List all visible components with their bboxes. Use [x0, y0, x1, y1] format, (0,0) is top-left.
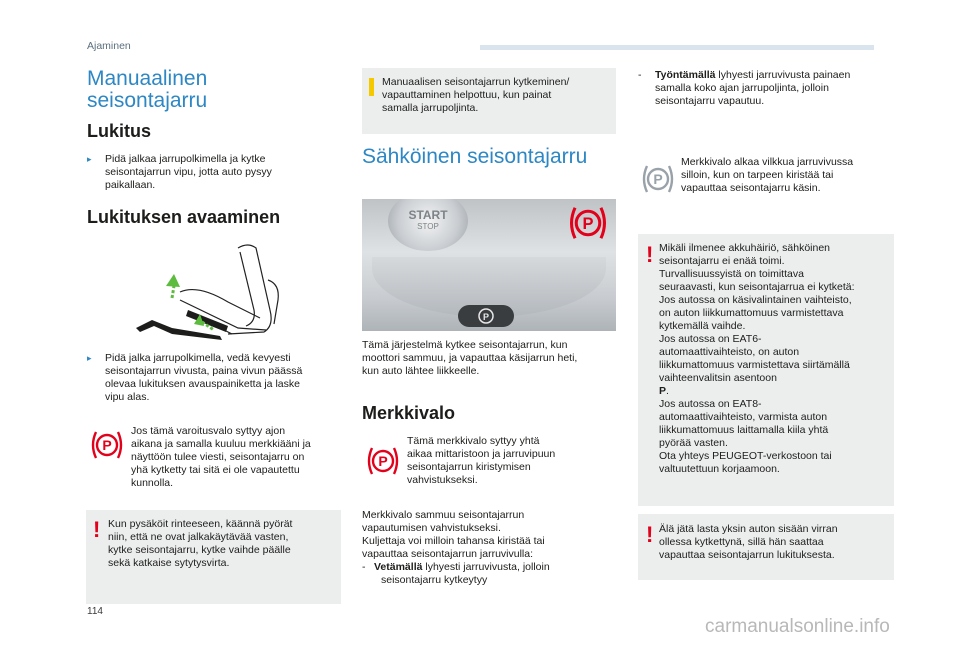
parking-brake-indicator-icon	[366, 444, 400, 478]
system-intro: Tämä järjestelmä kytkee seisontajarrun, kun moottori sammuu, ja vapauttaa käsijarrun heti, kun auto lähtee liikkeelle.	[362, 339, 578, 377]
bullet-icon: ▸	[87, 154, 92, 164]
bullet-icon: ▸	[87, 353, 92, 363]
start-stop-button: START STOP	[388, 199, 468, 251]
manual-brake-title: Manuaalinen seisontajarru	[87, 67, 208, 112]
pull-instruction: - Vetämällä lyhyesti jarruvivusta, jolloin seisontajarru kytkeytyy	[362, 561, 550, 586]
handbrake-lever-illustration	[128, 240, 298, 345]
lock-heading: Lukitus	[87, 121, 152, 141]
lock-instruction: ▸ Pidä jalkaa jarrupolkimella ja kytke seisontajarrun vipu, jotta auto pysyy paikallaan.	[87, 153, 272, 191]
parking-brake-indicator-icon	[568, 203, 608, 243]
warning-exclamation-icon: !	[646, 242, 654, 267]
unlock-instruction: ▸ Pidä jalka jarrupolkimella, vedä kevyesti seisontajarrun vivusta, paina vivun päässä olevaa lukituksen avauspainiketta ja laske vipu alas.	[87, 352, 303, 403]
svg-text:P: P	[102, 437, 112, 453]
svg-text:P: P	[653, 171, 663, 187]
section-title: Ajaminen	[87, 40, 131, 52]
svg-text:P: P	[582, 214, 594, 233]
electric-brake-title: Sähköinen seisontajarru	[362, 145, 588, 168]
child-safety-box: ! Älä jätä lasta yksin auton sisään virran ollessa kytkettynä, sillä hän saattaa vapauttaa seisontajarrun lukituksesta.	[638, 514, 894, 580]
parking-brake-warning-icon	[90, 428, 124, 462]
unlock-heading: Lukituksen avaaminen	[87, 207, 281, 227]
battery-fault-box: ! Mikäli ilmenee akkuhäiriö, sähköinen seisontajarru ei enää toimi. Turvallisuussyistä on toimittava seuraavasti, kun seisontajarrua ei kytketä: Jos autossa on käsivalintainen vaihteisto, on auton liikkumattomuus varmistettava kytkemällä vaihde. Jos autossa on EAT6- automaattivaihteisto, on auton liikkumattomuus varmistettava siirtämällä vaihteenvalitsin asentoon P. Jos autossa on EAT8- automaattivaihteisto, varmista auton liikkumattomuus laittamalla kiila yhtä pyörää vasten. Ota yhteys PEUGEOT-verkostoon tai valtuutettuun korjaamoon.	[638, 234, 894, 506]
page-number: 114	[87, 606, 103, 617]
flash-indicator-note: Merkkivalo alkaa vilkkua jarruvivussa silloin, kun on tarpeen kiristää tai vapauttaa seisontajarru käsin.	[681, 156, 854, 194]
header-bar	[480, 45, 874, 50]
indicator-heading: Merkkivalo	[362, 403, 456, 423]
console-photo	[362, 199, 616, 331]
svg-text:P: P	[378, 453, 388, 469]
slope-parking-box: ! Kun pysäköit rinteeseen, käännä pyörät niin, että ne ovat jalkakäytävää vasten, kytke seisontajarru, kytke vaihde päälle sekä katkaise sytytysvirta.	[86, 510, 341, 604]
parking-switch-p-icon	[474, 307, 498, 325]
watermark: carmanualsonline.info	[705, 616, 890, 637]
svg-text:P: P	[482, 312, 490, 322]
indicator-description: Tämä merkkivalo syttyy yhtä aikaa mittaristoon ja jarruvipuun seisontajarrun kiristymisen vahvistukseksi.	[407, 435, 556, 486]
warning-light-note: Jos tämä varoitusvalo syttyy ajon aikana ja samalla kuuluu merkkiääni ja näyttöön tulee viesti, seisontajarru on yhä kytketty tai sitä ei ole vapautettu kunnolla.	[131, 425, 311, 489]
push-instruction: - Työntämällä lyhyesti jarruvivusta painaen samalla koko ajan jarrupoljinta, jolloin seisontajarru vapautuu.	[638, 69, 851, 107]
warning-exclamation-icon: !	[646, 522, 654, 547]
info-icon	[369, 78, 374, 96]
parking-brake-fault-icon	[641, 162, 675, 196]
manual-brake-info-box: Manuaalisen seisontajarrun kytkeminen/ vapauttaminen helpottuu, kun painat samalla jarrupoljinta.	[362, 68, 616, 134]
indicator-body: Merkkivalo sammuu seisontajarrun vapautumisen vahvistukseksi. Kuljettaja voi milloin tahansa kiristää tai vapauttaa seisontajarrun jarruvivulla:	[362, 509, 545, 560]
warning-exclamation-icon: !	[93, 517, 101, 542]
